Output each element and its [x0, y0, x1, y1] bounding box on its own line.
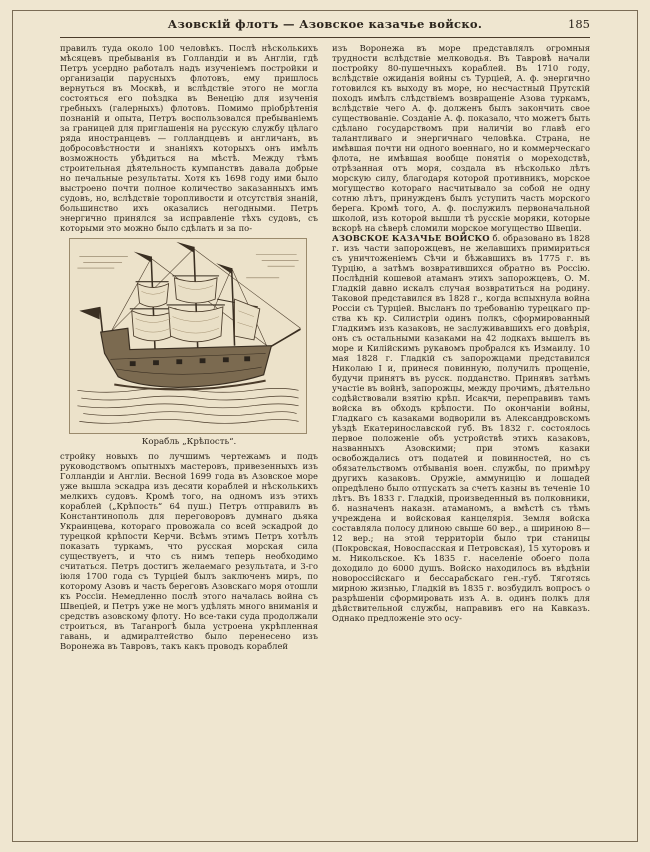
entry-paragraph [332, 233, 590, 623]
sailing-ship-engraving-icon [69, 238, 307, 434]
figure-caption: Корабль „Крѣпость“. [141, 437, 237, 447]
left-column [60, 43, 318, 651]
ship-figure [69, 238, 309, 447]
running-header-title: Азовскій флотъ — Азовское казачье войско. [167, 17, 483, 31]
body-text-paragraph: изъ Воронежа въ море представлялъ огромныя трудности вслѣдствіе мелководья. Въ Тавровѣ начали постройку 80-пушечныхъ кораблей. Въ 1710 году, вслѣдствіе ожиданія войны съ Турціей, А. ф. энергично готовился къ выходу въ море, но несчастный Прутскій походъ имѣлъ слѣдствіемъ возвращеніе Азова туркамъ, вслѣдствіе чего А. ф. долженъ былъ закончить свое существованіе. Созданіе А. ф. показало, что можетъ быть сдѣлано государствомъ при наличіи во главѣ его талантливаго и энергичнаго человѣка. Страна, не имѣвшая почти ни одного военнаго, но и коммерческаго флота, не имѣвшая вообще понятія о мореходствѣ, отрѣзанная отъ моря, создала въ нѣсколько лѣтъ морскую силу, благодаря которой противникъ, морское могущество котораго насчитывало за собой не одну сотню лѣтъ, принужденъ былъ уступить часть морского берега. Кромѣ того, А. ф. послужилъ первоначальной школой, изъ которой вышли тѣ русскіе моряки, которые вскорѣ на сѣверѣ сломили морское могущество Швеціи. [332, 43, 590, 233]
body-text-paragraph: правилъ туда около 100 человѣкъ. Послѣ нѣсколькихъ мѣсяцевъ пребыванія въ Голландіи и въ Англіи, гдѣ Петръ усердно работалъ надъ изученіемъ постройки и организаціи парусныхъ флотовъ, ему пришлось вернуться въ Москвѣ, и вслѣдствіе этого не могла состояться его поѣздка въ Венецію для изученія гребныхъ (галерныхъ) флотовъ. Помимо пріобрѣтенія познаній и опыта, Петръ воспользовался пребываніемъ за границей для приглашенія на русскую службу цѣлаго ряда иностранцевъ — голландцевъ и англичанъ, въ добросовѣстности и знаніяхъ которыхъ онъ имѣлъ возможность убѣдиться на мѣстѣ. Между тѣмъ строительная дѣятельность кумпанствъ давала добрые но печальные результаты. Хотя къ 1698 году ими было выстроено почти полное количество заказанныхъ имъ судовъ, но, вслѣдствіе торопливости и отсутствія знаній, большинство ихъ оказались негодными. Петръ энергично принялся за исправленіе тѣхъ судовъ, съ которыми это можно было сдѣлать и за по- [60, 43, 318, 233]
page-number: 185 [568, 17, 590, 31]
entry-body-text: б. образовано въ 1828 г. изъ части запорожцевъ, не желавшихъ примириться съ уничтоженіемъ Сѣчи и бѣжавшихъ въ 1775 г. въ Турцію, а затѣмъ возвратившихся обратно въ Россію. Послѣдній кошевой атаманъ этихъ запорожцевъ, О. М. Гладкій давно искалъ случая возвратиться на родину. Таковой представился въ 1828 г., когда вспыхнула война Россіи съ Турціей. Высланъ по требованію турецкаго пр-ства къ кр. Силистріи одинъ полкъ, сформированный Гладкимъ изъ казаковъ, не заслуживавшихъ его довѣрія, онъ съ остальными казаками на 42 лодкахъ вышелъ въ море и Килійскимъ рукавомъ пробрался къ Измаилу. 10 мая 1828 г. Гладкій съ запорожцами представился Николаю I и, принеся повинную, получилъ прощеніе, будучи принятъ въ русск. подданство. Принявъ затѣмъ участіе въ войнѣ, запорожцы, между прочимъ, дѣятельно содѣйствовали взятію крѣп. Исакчи, переправивъ тамъ войска въ обходъ крѣпости. По окончаніи войны, Гладкаго съ казаками водворили въ Александровскомъ уѣздѣ Екатеринославской губ. Въ 1832 г. состоялось первое положеніе объ устройствѣ этихъ казаковъ, названныхъ Азовскими; при этомъ казаки освобождались отъ податей и повинностей, но съ обязательствомъ отбыванія воен. службы, по примѣру другихъ казаковъ. Оружіе, аммуницію и лошадей опредѣлено было отпускать за счетъ казны въ теченіе 10 лѣтъ. Въ 1833 г. Гладкій, произведенный въ полковники, б. назначенъ наказн. атаманомъ, а вмѣстѣ съ тѣмъ учреждена и войсковая канцелярія. Земля войска составляла полосу длиною свыше 60 вер., а шириною 8—12 вер.; на этой территоріи было три станицы (Покровская, Новоспасская и Петровская), 15 хуторовъ и м. Никольское. Къ 1835 г. населеніе обоего пола доходило до 6000 душъ. Войско находилось въ вѣдѣніи новороссійскаго и бессарабскаго ген.-губ. Тяготясь мирною жизнью, Гладкій въ 1835 г. возбудилъ вопросъ о разрѣшеніи сформировать изъ А. в. одинъ полкъ для дѣйствительной службы, направивъ его на Кавказъ. Однако предложеніе это осу- [332, 233, 590, 623]
right-column [332, 43, 590, 651]
running-header [60, 17, 590, 38]
entry-heading: АЗОВСКОЕ КАЗАЧЬЕ ВОЙСКО [332, 233, 490, 243]
body-text-paragraph: стройку новыхъ по лучшимъ чертежамъ и подъ руководствомъ опытныхъ мастеровъ, привезенныхъ изъ Голландіи и Англіи. Весной 1699 года въ Азовское море уже вышла эскадра изъ десяти кораблей и нѣсколькихъ мелкихъ судовъ. Кромѣ того, на одномъ изъ этихъ кораблей („Крѣпость“ 64 пуш.) Петръ отправилъ въ Константинополь для переговоровъ думнаго дьяка Украинцева, котораго провожала со всей эскадрой до турецкой крѣпости Керчи. Всѣмъ этимъ Петръ хотѣлъ показать туркамъ, что русская морская сила существуетъ, и что съ нимъ теперь необходимо считаться. Петръ достигъ желаемаго результата, и 3-го іюля 1700 года съ Турціей былъ заключенъ миръ, по которому Азовъ и часть береговъ Азовскаго моря отошли къ Россіи. Немедленно послѣ этого началась война съ Швеціей, и Петръ уже не могъ удѣлять много вниманія и средствъ азовскому флоту. Но все-таки суда продолжали строиться, въ Таганрогѣ была устроена укрѣпленная гавань, и адмиралтейство было перенесено изъ Воронежа въ Тавровъ, такъ какъ проводъ кораблей [60, 451, 318, 651]
two-column-text-block [60, 43, 590, 651]
